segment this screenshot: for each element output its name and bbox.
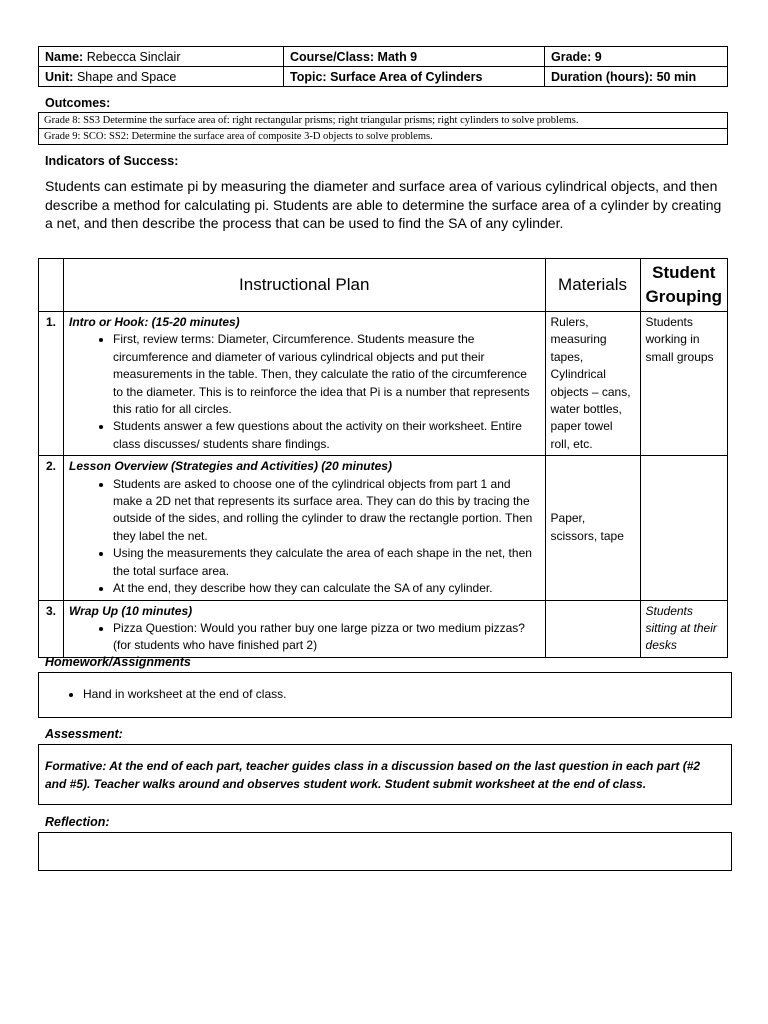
bullet-item: • Students are asked to choose one of the cylindrical objects from part 1 and make a 2D net that represents its surface area. They can do this by tracing the outside of the sides, and rolling the cylinder to draw the rectangle portion. Then they label the net. [113, 476, 540, 546]
plan-cell [63, 312, 545, 456]
grade-value: 9 [594, 49, 602, 64]
grouping-cell: Students sitting at their desks [640, 600, 727, 657]
reflection-heading: Reflection: [45, 815, 110, 829]
materials-cell: Rulers, measuring tapes, Cylindrical objects – cans, water bottles, paper towel roll, etc. [545, 312, 640, 456]
plan-bullets [69, 620, 540, 655]
duration-cell [545, 67, 728, 87]
assessment-text: Formative: At the end of each part, teacher guides class in a discussion based on the last question in each part (#2 and #5). Teacher walks around and observes student work. Student submit worksheet at the end of class. [45, 759, 701, 791]
bullet-item: • Students answer a few questions about the activity on their worksheet. Entire class discusses/ students share findings. [113, 418, 540, 453]
grouping-cell: Students working in small groups [640, 312, 727, 456]
outcomes-heading: Outcomes: [45, 96, 111, 110]
outcome-line: Grade 9: SCO: SS2: Determine the surface area of composite 3-D objects to solve problems. [39, 128, 727, 144]
row-number: 3. [39, 600, 64, 657]
assessment-heading: Assessment: [45, 727, 123, 741]
num-header [39, 259, 64, 312]
homework-item: • Hand in worksheet at the end of class. [83, 687, 286, 701]
materials-cell [545, 600, 640, 657]
topic-value: Surface Area of Cylinders [330, 69, 483, 84]
name-value: Rebecca Sinclair [86, 49, 181, 64]
course-cell [284, 47, 545, 67]
header-table [38, 46, 728, 87]
plan-row [39, 312, 728, 456]
materials-header: Materials [545, 259, 640, 312]
grade-label: Grade: [551, 49, 592, 64]
course-label: Course/Class: [290, 49, 375, 64]
plan-row [39, 456, 728, 600]
indicators-text: Students can estimate pi by measuring the diameter and surface area of various cylindrical objects, and then describe a method for calculating pi. Students are able to determine the surface area of a cylinder by creating a net, and then describe the process that can be used to find the SA of any cylinder. [45, 178, 722, 231]
instructional-plan-table [38, 258, 728, 658]
course-value: Math 9 [377, 49, 418, 64]
unit-value: Shape and Space [76, 69, 177, 84]
bullet-item: • At the end, they describe how they can calculate the SA of any cylinder. [113, 580, 540, 597]
homework-heading: Homework/Assignments [45, 655, 191, 669]
duration-value: 50 min [656, 69, 697, 84]
unit-cell [39, 67, 284, 87]
homework-box [38, 672, 732, 718]
assessment-box [38, 744, 732, 805]
name-cell [39, 47, 284, 67]
duration-label: Duration (hours): [551, 69, 654, 84]
section-title: Intro or Hook: (15-20 minutes) [68, 315, 240, 329]
indicators-heading: Indicators of Success: [45, 154, 179, 168]
outcome-line: Grade 8: SS3 Determine the surface area of: right rectangular prisms; right triangular prisms; right cylinders to solve problems. [44, 115, 579, 126]
bullet-item: • Using the measurements they calculate the area of each shape in the net, then the total surface area. [113, 545, 540, 580]
row-number: 1. [39, 312, 64, 456]
name-label: Name: [45, 49, 84, 64]
grouping-header-line1: Student [652, 263, 716, 282]
section-title: Wrap Up (10 minutes) [68, 603, 193, 618]
topic-cell [284, 67, 545, 87]
unit-label: Unit: [45, 69, 74, 84]
bullet-item: • First, review terms: Diameter, Circumference. Students measure the circumference and diameter of various cylindrical objects and put their measurements in the table. Then, they calculate the ratio of the circumference to the diameter. This is to reinforce the idea that Pi is a number that represents this ratio for all circles. [113, 331, 540, 418]
section-title: Lesson Overview (Strategies and Activities) (20 minutes) [68, 459, 392, 474]
plan-cell [63, 600, 545, 657]
materials-cell: Paper, scissors, tape [545, 456, 640, 600]
grouping-cell [640, 456, 727, 600]
topic-label: Topic: [290, 69, 327, 84]
bullet-item: • Pizza Question: Would you rather buy one large pizza or two medium pizzas? (for students who have finished part 2) [113, 620, 540, 655]
homework-list [39, 687, 286, 701]
reflection-box [38, 832, 732, 871]
plan-bullets [69, 476, 540, 598]
plan-row [39, 600, 728, 657]
plan-cell [63, 456, 545, 600]
plan-bullets [69, 331, 540, 453]
plan-header: Instructional Plan [63, 259, 545, 312]
grouping-header-line2: Grouping [645, 287, 722, 306]
grade-cell [545, 47, 728, 67]
outcomes-box [38, 112, 728, 145]
grouping-header [640, 259, 727, 312]
row-number: 2. [39, 456, 64, 600]
